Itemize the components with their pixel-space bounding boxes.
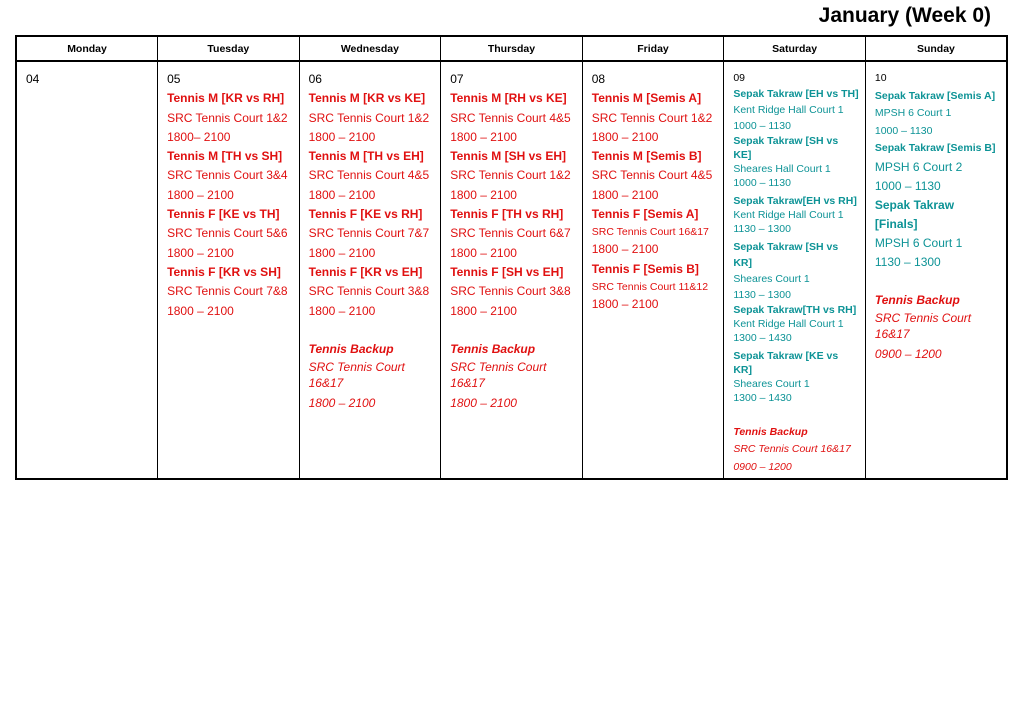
date-monday: 04 [26, 72, 40, 86]
spacer [309, 321, 435, 340]
event-venue: SRC Tennis Court 4&5 [591, 168, 713, 183]
date-tuesday: 05 [167, 72, 181, 86]
event-venue: SRC Tennis Court 4&5 [308, 168, 430, 183]
event-name: Tennis F [KR vs EH] [308, 264, 423, 279]
event-name: Tennis M [SH vs EH] [450, 149, 566, 164]
event-venue: SRC Tennis Court 5&6 [167, 226, 288, 241]
event-name: Sepak Takraw [KE vs KR] [733, 350, 839, 376]
date-thursday: 07 [450, 72, 464, 86]
event-venue: SRC Tennis Court 6&7 [450, 226, 571, 241]
backup-name: Tennis Backup [450, 341, 536, 356]
date-wednesday: 06 [308, 72, 322, 86]
event-name: Sepak Takraw[TH vs RH] [733, 304, 857, 316]
event-name: Tennis M [KR vs RH] [167, 91, 285, 106]
event-time: 1130 – 1300 [733, 223, 791, 235]
header-sunday: Sunday [865, 36, 1007, 61]
cell-tuesday [158, 61, 300, 479]
event-venue: SRC Tennis Court 7&7 [308, 226, 430, 241]
event-name: Sepak Takraw [SH vs KR] [733, 241, 839, 269]
spacer [875, 272, 1000, 291]
event-venue: SRC Tennis Court 4&5 [450, 110, 571, 125]
backup-venue: SRC Tennis Court 16&17 [450, 360, 547, 391]
header-tuesday: Tuesday [158, 36, 300, 61]
event-time: 1000 – 1130 [874, 178, 941, 193]
event-venue: Kent Ridge Hall Court 1 [733, 104, 844, 116]
spacer [450, 321, 576, 340]
backup-venue: SRC Tennis Court 16&17 [733, 443, 851, 455]
cell-monday [16, 61, 158, 479]
date-sunday: 10 [874, 72, 887, 84]
header-wednesday: Wednesday [299, 36, 441, 61]
event-venue: SRC Tennis Court 16&17 [591, 226, 709, 239]
event-time: 1800 – 2100 [308, 187, 376, 202]
event-venue: MPSH 6 Court 1 [874, 235, 963, 250]
backup-time: 0900 – 1200 [733, 461, 792, 473]
week-row [16, 61, 1007, 479]
event-venue: Sheares Hall Court 1 [733, 163, 831, 175]
event-name: Sepak Takraw [Semis A] [874, 89, 996, 102]
event-name: Sepak Takraw[EH vs RH] [733, 195, 857, 207]
event-time: 1800 – 2100 [450, 129, 517, 144]
page-title: January (Week 0) [818, 4, 991, 27]
event-time: 1800 – 2100 [167, 303, 234, 318]
cell-saturday [724, 61, 866, 479]
event-time: 1000 – 1130 [874, 124, 933, 137]
event-time: 1800 – 2100 [591, 129, 659, 144]
cell-wednesday [299, 61, 441, 479]
event-time: 1300 – 1430 [733, 332, 792, 344]
weekly-schedule-table [15, 35, 1008, 480]
event-venue: Sheares Court 1 [733, 273, 810, 285]
event-name: Tennis F [TH vs RH] [450, 207, 564, 222]
event-venue: SRC Tennis Court 11&12 [591, 280, 709, 293]
backup-time: 0900 – 1200 [874, 346, 942, 361]
event-venue: SRC Tennis Court 1&2 [591, 110, 713, 125]
event-venue: SRC Tennis Court 3&4 [167, 168, 288, 183]
event-venue: Kent Ridge Hall Court 1 [733, 318, 844, 330]
backup-venue: SRC Tennis Court 16&17 [308, 360, 405, 391]
event-time: 1800 – 2100 [450, 187, 517, 202]
event-name: Tennis M [RH vs KE] [450, 91, 567, 106]
event-name: Tennis M [Semis A] [591, 91, 702, 106]
event-time: 1130 – 1300 [733, 289, 791, 301]
event-time: 1800 – 2100 [167, 187, 234, 202]
event-name: Tennis M [Semis B] [591, 149, 702, 164]
cell-friday [582, 61, 724, 479]
event-name: Tennis M [TH vs EH] [308, 149, 424, 164]
event-name: Tennis F [Semis B] [591, 261, 699, 276]
event-name: Sepak Takraw [Semis B] [874, 142, 996, 154]
event-time: 1800 – 2100 [308, 245, 376, 260]
event-name: Tennis F [SH vs EH] [450, 264, 564, 279]
event-venue: SRC Tennis Court 7&8 [167, 284, 288, 299]
event-time: 1800 – 2100 [308, 129, 376, 144]
header-monday: Monday [16, 36, 158, 61]
header-thursday: Thursday [441, 36, 583, 61]
event-time: 1800 – 2100 [591, 187, 659, 202]
event-venue: SRC Tennis Court 3&8 [308, 284, 430, 299]
event-name: Tennis M [TH vs SH] [167, 149, 283, 164]
event-time: 1800 – 2100 [167, 245, 234, 260]
event-venue: SRC Tennis Court 3&8 [450, 284, 571, 299]
event-time: 1800 – 2100 [308, 303, 376, 318]
backup-venue: SRC Tennis Court 16&17 [874, 310, 972, 341]
header-saturday: Saturday [724, 36, 866, 61]
date-friday: 08 [591, 72, 606, 86]
event-name: Sepak Takraw [Finals] [874, 197, 955, 231]
event-name: Sepak Takraw [SH vs KE] [733, 135, 839, 161]
event-name: Tennis F [Semis A] [591, 207, 699, 222]
backup-time: 1800 – 2100 [308, 396, 376, 411]
event-time: 1300 – 1430 [733, 392, 792, 404]
event-venue: SRC Tennis Court 1&2 [450, 168, 571, 183]
backup-time: 1800 – 2100 [450, 396, 517, 411]
event-time: 1800 – 2100 [450, 303, 517, 318]
event-time: 1000 – 1130 [733, 120, 791, 132]
event-venue: Sheares Court 1 [733, 378, 810, 390]
event-name: Tennis F [KE vs RH] [308, 207, 423, 222]
event-venue: SRC Tennis Court 1&2 [167, 110, 288, 125]
event-venue: SRC Tennis Court 1&2 [308, 110, 430, 125]
event-venue: MPSH 6 Court 2 [874, 159, 963, 174]
date-saturday: 09 [733, 72, 745, 84]
backup-name: Tennis Backup [308, 341, 394, 356]
event-venue: Kent Ridge Hall Court 1 [733, 209, 844, 221]
event-name: Tennis M [KR vs KE] [308, 91, 426, 106]
event-venue: MPSH 6 Court 1 [874, 107, 952, 119]
header-friday: Friday [582, 36, 724, 61]
cell-thursday [441, 61, 583, 479]
event-name: Tennis F [KR vs SH] [167, 264, 281, 279]
event-time: 1800 – 2100 [591, 242, 659, 257]
event-name: Sepak Takraw [EH vs TH] [733, 88, 859, 100]
event-name: Tennis F [KE vs TH] [167, 207, 280, 222]
backup-name: Tennis Backup [733, 426, 808, 438]
event-time: 1800 – 2100 [450, 245, 517, 260]
backup-name: Tennis Backup [874, 292, 960, 307]
event-time: 1800 – 2100 [591, 296, 659, 311]
event-time: 1130 – 1300 [874, 254, 941, 269]
event-time: 1000 – 1130 [733, 177, 791, 189]
day-header-row [16, 36, 1007, 61]
cell-sunday [865, 61, 1007, 479]
spacer [733, 405, 859, 424]
event-time: 1800– 2100 [167, 129, 231, 144]
